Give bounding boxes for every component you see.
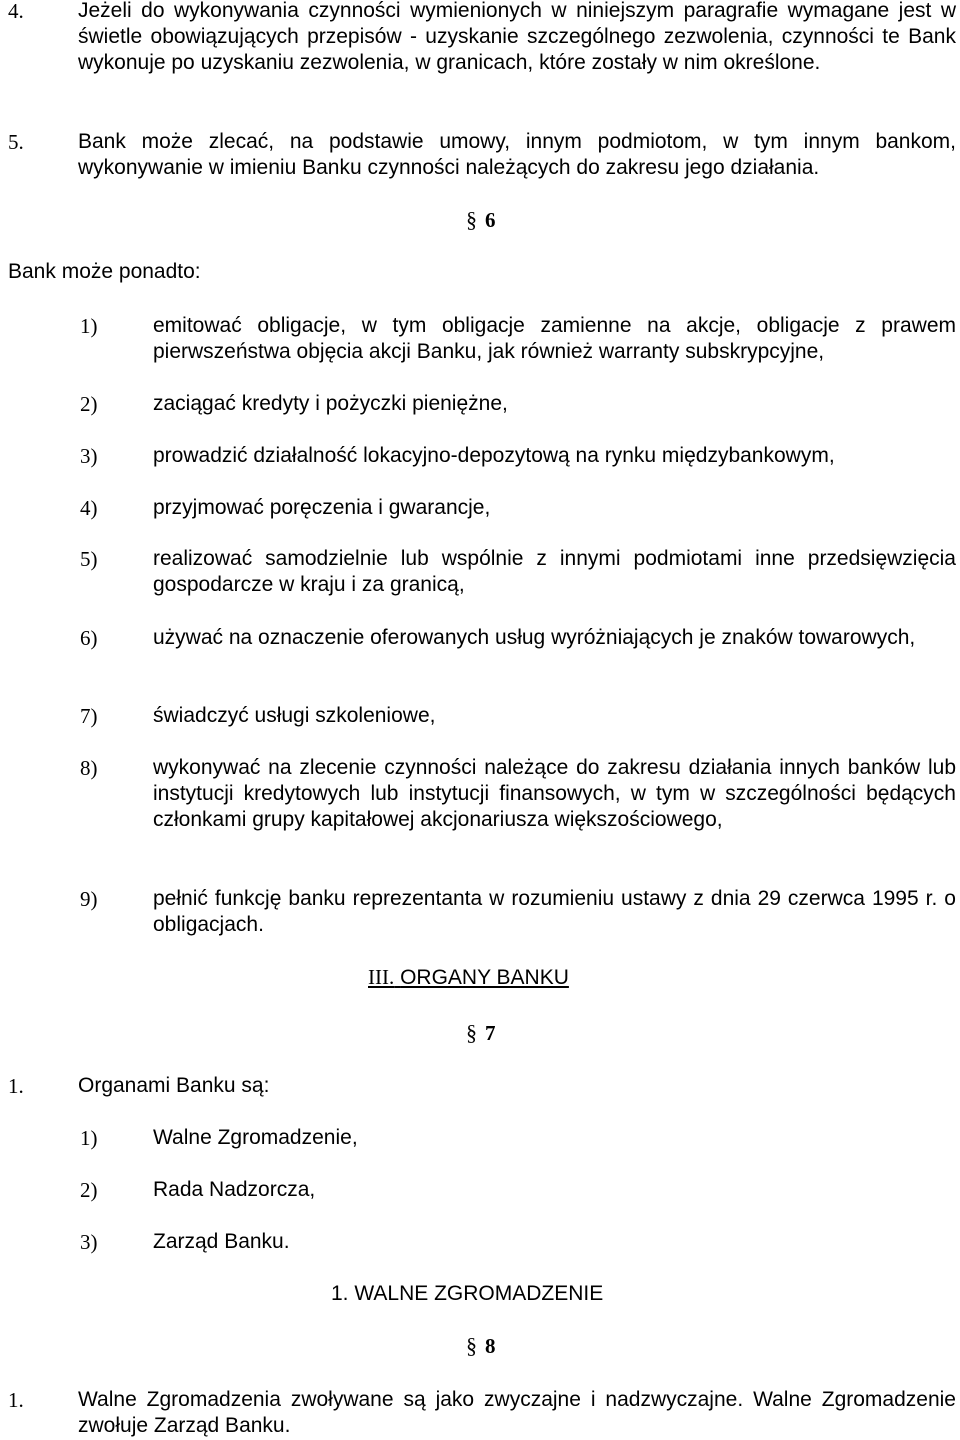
item-number: 2) — [80, 1178, 98, 1202]
subchapter-heading: 1. WALNE ZGROMADZENIE — [331, 1282, 604, 1305]
section-6-intro: Bank może ponadto: — [8, 260, 201, 283]
item-text: pełnić funkcję banku reprezentanta w rozumieniu ustawy z dnia 29 czerwca 1995 r. o obligacjach. — [153, 887, 956, 936]
chapter-roman-numeral: III. — [368, 965, 395, 989]
item-number: 4) — [80, 496, 98, 520]
section-number: 6 — [485, 208, 496, 232]
paragraph-number: 4. — [8, 0, 24, 23]
paragraph-number: 1. — [8, 1388, 24, 1412]
item-number: 3) — [80, 1230, 98, 1254]
section-number: 7 — [485, 1021, 496, 1045]
item-number: 1) — [80, 314, 98, 338]
item-number: 7) — [80, 704, 98, 728]
item-number: 5) — [80, 547, 98, 571]
paragraph-text: Organami Banku są: — [78, 1074, 270, 1097]
paragraph-number: 5. — [8, 130, 24, 154]
item-text: emitować obligacje, w tym obligacje zamienne na akcje, obligacje z prawem pierwszeństwa objęcia akcji Banku, jak również warranty subskrypcyjne, — [153, 314, 956, 363]
item-text: Zarząd Banku. — [153, 1230, 290, 1253]
item-text: Walne Zgromadzenie, — [153, 1126, 358, 1149]
paragraph-text: Walne Zgromadzenia zwoływane są jako zwyczajne i nadzwyczajne. Walne Zgromadzenie zwołuje Zarząd Banku. — [78, 1388, 956, 1437]
section-number: 8 — [485, 1334, 496, 1358]
paragraph-text: Jeżeli do wykonywania czynności wymienionych w niniejszym paragrafie wymagane jest w świetle obowiązujących przepisów - uzyskanie szczególnego zezwolenia, czynności te Bank wykonuje po uzyskaniu zezwolenia, w granicach, które zostały w nim określone. — [78, 0, 956, 74]
item-text: przyjmować poręczenia i gwarancje, — [153, 496, 491, 519]
item-text: Rada Nadzorcza, — [153, 1178, 316, 1201]
chapter-title: ORGANY BANKU — [400, 966, 569, 989]
section-symbol: § — [466, 1333, 477, 1358]
chapter-heading — [368, 964, 569, 991]
item-number: 6) — [80, 626, 98, 650]
item-text: świadczyć usługi szkoleniowe, — [153, 704, 436, 727]
paragraph-text: Bank może zlecać, na podstawie umowy, innym podmiotom, w tym innym bankom, wykonywanie w imieniu Banku czynności należących do zakresu jego działania. — [78, 130, 956, 179]
section-7-heading — [466, 1020, 496, 1046]
item-number: 3) — [80, 444, 98, 468]
item-number: 1) — [80, 1126, 98, 1150]
item-number: 2) — [80, 392, 98, 416]
item-text: wykonywać na zlecenie czynności należące do zakresu działania innych banków lub instytucji kredytowych lub instytucji finansowych, w tym w szczególności będących członkami grupy kapitałowej akcjonariusza większościowego, — [153, 756, 956, 831]
item-text: prowadzić działalność lokacyjno-depozytową na rynku międzybankowym, — [153, 444, 835, 467]
item-text: zaciągać kredyty i pożyczki pieniężne, — [153, 392, 508, 415]
section-symbol: § — [466, 1020, 477, 1045]
item-text: realizować samodzielnie lub wspólnie z innymi podmiotami inne przedsięwzięcia gospodarcze w kraju i za granicą, — [153, 547, 956, 596]
section-symbol: § — [466, 207, 477, 232]
item-text: używać na oznaczenie oferowanych usług wyróżniających je znaków towarowych, — [153, 626, 916, 649]
section-6-heading — [466, 207, 496, 233]
item-number: 8) — [80, 756, 98, 780]
paragraph-number: 1. — [8, 1074, 24, 1098]
section-8-heading — [466, 1333, 496, 1359]
item-number: 9) — [80, 887, 98, 911]
